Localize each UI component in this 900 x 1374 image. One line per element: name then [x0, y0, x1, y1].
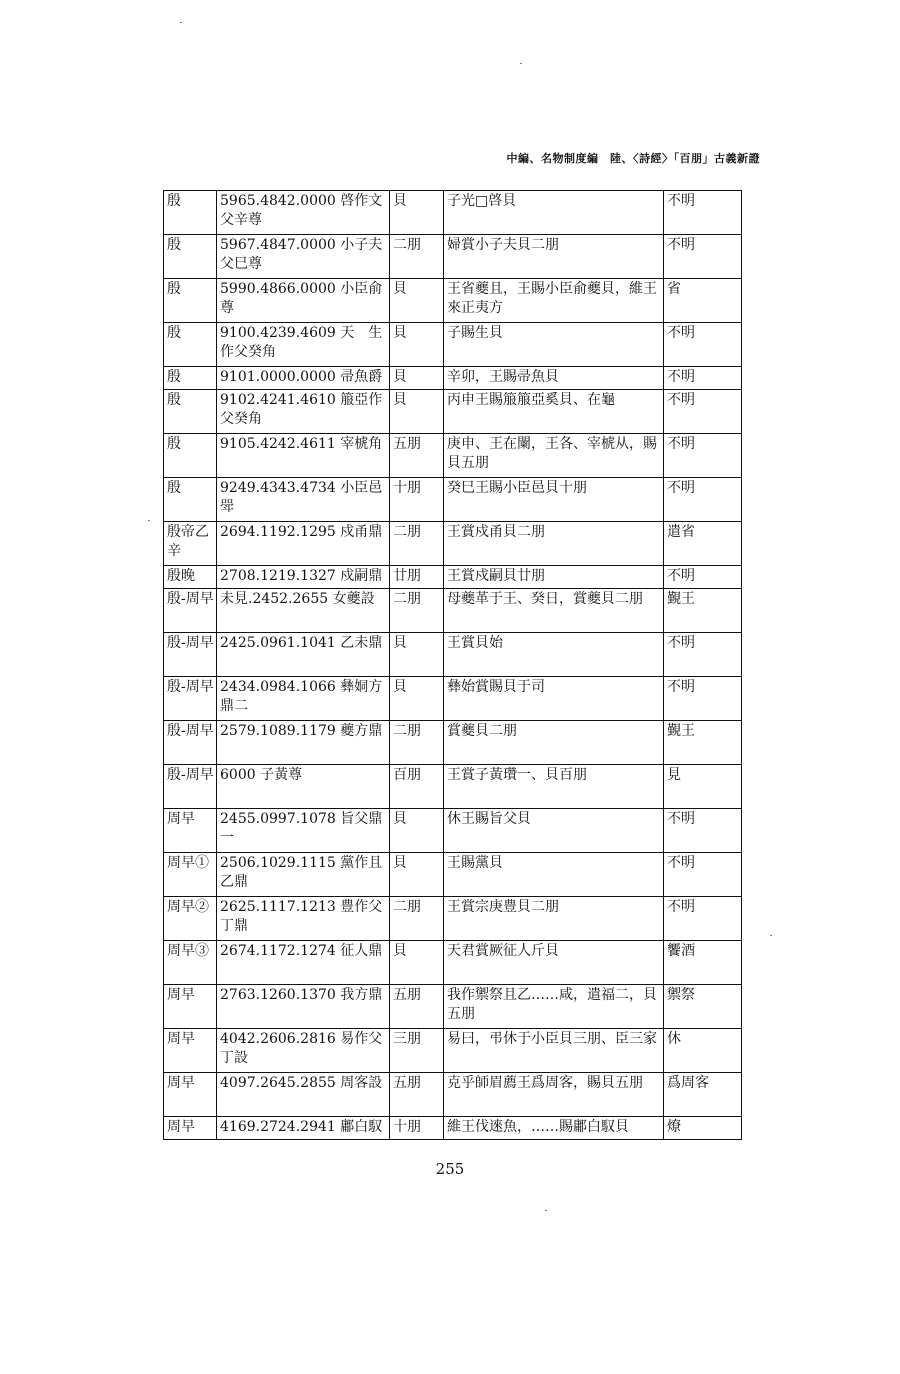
table-cell-period: 殷 — [164, 279, 217, 323]
scan-speck — [520, 63, 522, 64]
table-row — [164, 677, 742, 721]
table-cell-code: 2763.1260.1370 我方鼎 — [217, 985, 390, 1029]
table-cell-note: 不明 — [664, 478, 742, 522]
table-cell-period: 殷晚 — [164, 566, 217, 589]
table-cell-period: 殷-周早 — [164, 589, 217, 633]
table-cell-amount: 貝 — [390, 677, 444, 721]
table-cell-note: 不明 — [664, 853, 742, 897]
table-cell-inscription: 賞夔貝二朋 — [444, 721, 664, 765]
table-row — [164, 985, 742, 1029]
table-cell-inscription: 彝始賞賜貝于司 — [444, 677, 664, 721]
table-cell-period: 殷 — [164, 478, 217, 522]
scan-speck — [180, 22, 182, 23]
table-cell-amount: 二朋 — [390, 897, 444, 941]
table-row — [164, 191, 742, 235]
table-row — [164, 390, 742, 434]
table-row — [164, 566, 742, 589]
table-body — [164, 191, 742, 1140]
table-cell-note: 不明 — [664, 390, 742, 434]
table-cell-inscription: 王賞子黃瓚一、貝百朋 — [444, 765, 664, 809]
table-cell-period: 周早② — [164, 897, 217, 941]
table-cell-amount: 五朋 — [390, 985, 444, 1029]
table-cell-amount: 貝 — [390, 809, 444, 853]
table-cell-period: 殷 — [164, 367, 217, 390]
table-cell-period: 周早 — [164, 1029, 217, 1073]
table-row — [164, 279, 742, 323]
table-cell-code: 9102.4241.4610 箙亞作父癸角 — [217, 390, 390, 434]
table-cell-amount: 五朋 — [390, 434, 444, 478]
table-cell-code: 2708.1219.1327 戍嗣鼎 — [217, 566, 390, 589]
table-cell-note: 不明 — [664, 633, 742, 677]
table-cell-period: 周早 — [164, 985, 217, 1029]
table-cell-note: 饗酒 — [664, 941, 742, 985]
table-cell-code: 2625.1117.1213 豊作父丁鼎 — [217, 897, 390, 941]
table-cell-period: 殷帝乙辛 — [164, 522, 217, 566]
table-cell-period: 殷 — [164, 235, 217, 279]
table-cell-code: 4042.2606.2816 易作父丁設 — [217, 1029, 390, 1073]
table-cell-note: 不明 — [664, 235, 742, 279]
table-cell-note: 燎 — [664, 1117, 742, 1140]
table-cell-inscription: 王賜黨貝 — [444, 853, 664, 897]
table-cell-code: 未見.2452.2655 女夔設 — [217, 589, 390, 633]
table-cell-amount: 十朋 — [390, 478, 444, 522]
table-cell-inscription: 維王伐逨魚，……賜鄘白馭貝 — [444, 1117, 664, 1140]
table-cell-code: 9249.4343.4734 小臣邑斝 — [217, 478, 390, 522]
table-cell-code: 5965.4842.0000 啓作文父辛尊 — [217, 191, 390, 235]
table-cell-inscription: 母夔革于王、癸日，賞夔貝二朋 — [444, 589, 664, 633]
table-cell-inscription: 辛卯，王賜帚魚貝 — [444, 367, 664, 390]
page-number: 255 — [435, 1160, 465, 1178]
table-row — [164, 765, 742, 809]
table-cell-inscription: 子光□啓貝 — [444, 191, 664, 235]
table-cell-note: 不明 — [664, 434, 742, 478]
table-cell-period: 殷-周早 — [164, 721, 217, 765]
table-cell-period: 殷 — [164, 434, 217, 478]
table-cell-note: 禦祭 — [664, 985, 742, 1029]
table-cell-note: 省 — [664, 279, 742, 323]
table-cell-code: 6000 子黃尊 — [217, 765, 390, 809]
inscription-table — [163, 190, 742, 1140]
table-cell-inscription: 克乎師眉薦王爲周客，賜貝五朋 — [444, 1073, 664, 1117]
table-row — [164, 1117, 742, 1140]
table-row — [164, 941, 742, 985]
table-cell-inscription: 休王賜旨父貝 — [444, 809, 664, 853]
table-row — [164, 853, 742, 897]
table-cell-inscription: 天君賞厥征人斤貝 — [444, 941, 664, 985]
table-cell-note: 不明 — [664, 323, 742, 367]
table-cell-amount: 貝 — [390, 191, 444, 235]
table-cell-code: 5967.4847.0000 小子夫父巳尊 — [217, 235, 390, 279]
table-cell-amount: 貝 — [390, 323, 444, 367]
table-cell-inscription: 庚申、王在闌，王各、宰椃从，賜貝五朋 — [444, 434, 664, 478]
table-cell-note: 遣省 — [664, 522, 742, 566]
table-cell-note: 爲周客 — [664, 1073, 742, 1117]
table-row — [164, 367, 742, 390]
table-row — [164, 633, 742, 677]
table-cell-period: 周早 — [164, 1073, 217, 1117]
table-cell-amount: 五朋 — [390, 1073, 444, 1117]
table-cell-period: 殷-周早 — [164, 677, 217, 721]
table-row — [164, 235, 742, 279]
table-cell-period: 殷 — [164, 390, 217, 434]
table-row — [164, 897, 742, 941]
table-cell-period: 殷-周早 — [164, 765, 217, 809]
table-cell-amount: 二朋 — [390, 235, 444, 279]
table-cell-code: 2455.0997.1078 旨父鼎一 — [217, 809, 390, 853]
table-cell-amount: 三朋 — [390, 1029, 444, 1073]
scan-speck — [770, 935, 772, 936]
table-cell-inscription: 王賞戍甬貝二朋 — [444, 522, 664, 566]
table-cell-code: 9105.4242.4611 宰椃角 — [217, 434, 390, 478]
table-cell-code: 2425.0961.1041 乙未鼎 — [217, 633, 390, 677]
table-cell-period: 殷-周早 — [164, 633, 217, 677]
table-cell-amount: 貝 — [390, 367, 444, 390]
table-cell-code: 2434.0984.1066 彝姛方鼎二 — [217, 677, 390, 721]
table-row — [164, 478, 742, 522]
table-row — [164, 589, 742, 633]
table-cell-code: 2694.1192.1295 戍甬鼎 — [217, 522, 390, 566]
table-cell-inscription: 王省夔且，王賜小臣俞夔貝，維王來正夷方 — [444, 279, 664, 323]
table-cell-period: 周早 — [164, 809, 217, 853]
table-cell-amount: 百朋 — [390, 765, 444, 809]
table-cell-note: 見 — [664, 765, 742, 809]
table-cell-note: 覲王 — [664, 721, 742, 765]
table-cell-note: 不明 — [664, 191, 742, 235]
table-cell-amount: 二朋 — [390, 589, 444, 633]
table-cell-note: 不明 — [664, 809, 742, 853]
table-cell-amount: 二朋 — [390, 522, 444, 566]
table-cell-inscription: 易曰，弔休于小臣貝三朋、臣三家 — [444, 1029, 664, 1073]
table-cell-code: 2579.1089.1179 夔方鼎 — [217, 721, 390, 765]
table-cell-code: 9100.4239.4609 天 生作父癸角 — [217, 323, 390, 367]
table-cell-amount: 貝 — [390, 853, 444, 897]
running-header: 中編、名物制度編 陸、〈詩經〉「百朋」古義新證 — [506, 152, 760, 165]
table-cell-code: 5990.4866.0000 小臣俞尊 — [217, 279, 390, 323]
table-cell-note: 覲王 — [664, 589, 742, 633]
scan-speck — [148, 520, 150, 521]
table-cell-inscription: 子賜生貝 — [444, 323, 664, 367]
table-row — [164, 1073, 742, 1117]
table-cell-amount: 貝 — [390, 941, 444, 985]
table-row — [164, 1029, 742, 1073]
table-cell-period: 殷 — [164, 191, 217, 235]
table-cell-amount: 貝 — [390, 633, 444, 677]
table-cell-note: 不明 — [664, 566, 742, 589]
table-cell-inscription: 婦賞小子夫貝二朋 — [444, 235, 664, 279]
table-cell-note: 不明 — [664, 677, 742, 721]
table-cell-code: 2674.1172.1274 征人鼎 — [217, 941, 390, 985]
table-cell-amount: 十朋 — [390, 1117, 444, 1140]
table-cell-code: 9101.0000.0000 帚魚爵 — [217, 367, 390, 390]
table-cell-note: 不明 — [664, 897, 742, 941]
table-row — [164, 434, 742, 478]
table-cell-inscription: 王賞貝始 — [444, 633, 664, 677]
table-cell-code: 4169.2724.2941 鄘白馭 — [217, 1117, 390, 1140]
table-cell-inscription: 丙申王賜箙箙亞奚貝、在龜 — [444, 390, 664, 434]
table-cell-amount: 廿朋 — [390, 566, 444, 589]
table-cell-code: 4097.2645.2855 周客設 — [217, 1073, 390, 1117]
table-cell-inscription: 癸巳王賜小臣邑貝十朋 — [444, 478, 664, 522]
table-cell-period: 周早① — [164, 853, 217, 897]
table-cell-inscription: 王賞戍嗣貝廿朋 — [444, 566, 664, 589]
table-row — [164, 522, 742, 566]
table-cell-inscription: 王賞宗庚豊貝二朋 — [444, 897, 664, 941]
table-row — [164, 323, 742, 367]
table-cell-amount: 二朋 — [390, 721, 444, 765]
table-cell-period: 周早③ — [164, 941, 217, 985]
table-cell-amount: 貝 — [390, 390, 444, 434]
table-cell-code: 2506.1029.1115 黨作且乙鼎 — [217, 853, 390, 897]
table-cell-inscription: 我作禦祭且乙……咸，遣福二，貝五朋 — [444, 985, 664, 1029]
table-cell-note: 休 — [664, 1029, 742, 1073]
table-row — [164, 721, 742, 765]
table-cell-amount: 貝 — [390, 279, 444, 323]
table-cell-note: 不明 — [664, 367, 742, 390]
table-cell-period: 周早 — [164, 1117, 217, 1140]
table-cell-period: 殷 — [164, 323, 217, 367]
table-row — [164, 809, 742, 853]
scan-speck — [545, 1210, 547, 1211]
